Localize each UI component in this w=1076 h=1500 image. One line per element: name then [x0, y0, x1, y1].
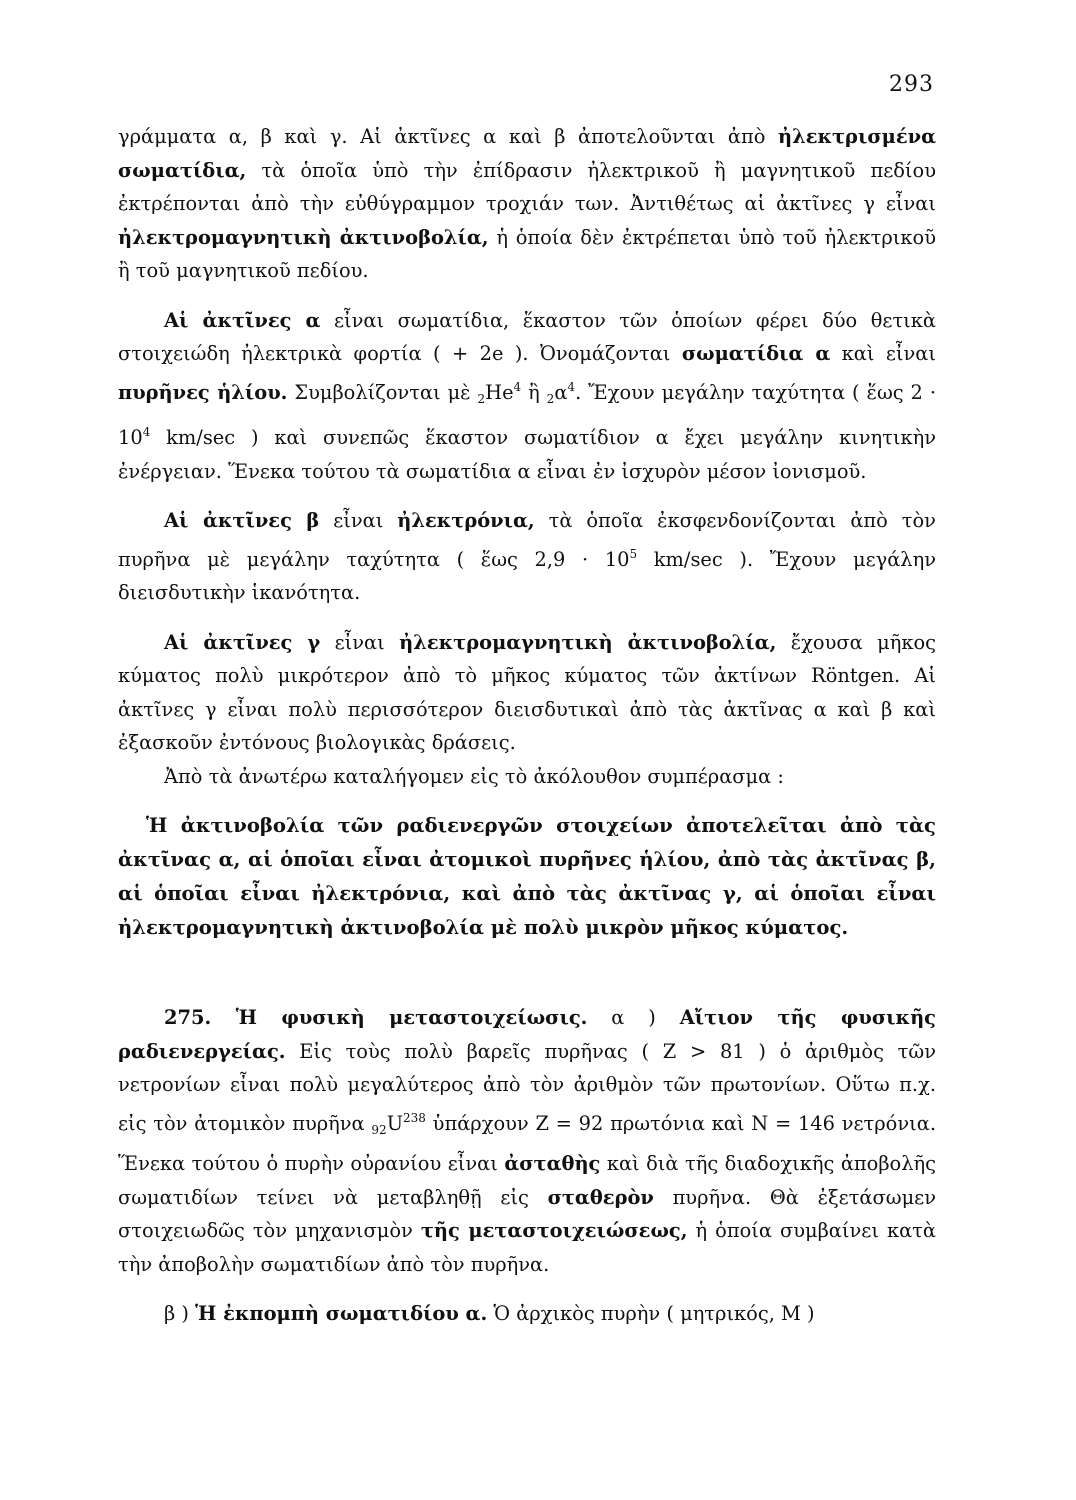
- text-run: ἔχουσα μῆκος κύματος πολὺ μικρότερον ἀπὸ τὸ μῆκος κύματος τῶν ἀκτίνων Röntgen. Αἱ ἀκτῖνες γ εἶναι πολὺ περισσότερον διεισδυτικαὶ ἀπὸ τὰς ἀκτῖνας α καὶ β καὶ ἐξασκοῦν ἐντόνους βιολογικὰς δράσεις.: [118, 630, 937, 754]
- text-run: km/sec ) καὶ συνεπῶς ἕκαστον σωματίδιον α ἔχει μεγάλην κινητικὴν ἐνέργειαν. Ἕνεκα τούτου τὰ σωματίδια α εἶναι ἐν ἰσχυρὸν μέσον ἰονισμοῦ.: [118, 426, 936, 483]
- bold-term: Αἱ ἀκτῖνες γ: [164, 630, 321, 654]
- bold-term: σταθερὸν: [547, 1185, 654, 1209]
- subscript: 2: [477, 391, 486, 406]
- text-run: ἢ: [521, 380, 547, 404]
- superscript: 4: [513, 379, 522, 394]
- paragraph-conclusion-lead: [118, 760, 936, 794]
- text-run: Ἡ ἀκτινοβολία τῶν ραδιενεργῶν στοιχείων ἀποτελεῖται ἀπὸ τὰς ἀκτῖνας α, αἱ ὁποῖαι εἶναι ἀτομικοὶ πυρῆνες ἡλίου, ἀπὸ τὰς ἀκτῖνας β, αἱ ὁποῖαι εἶναι ἠλεκτρόνια, καὶ ἀπὸ τὰς ἀκτῖνας γ, αἱ ὁποῖαι εἶναι ἠλεκτρομαγνητικὴ ἀκτινοβολία μὲ πολὺ μικρὸν μῆκος κύματος.: [118, 814, 936, 939]
- bold-term: ἠλεκτρόνια,: [397, 509, 535, 532]
- bold-term: Αἱ ἀκτῖνες β: [164, 509, 320, 532]
- paragraph-alpha-emission: [118, 1297, 936, 1331]
- bold-term: Αἱ ἀκτῖνες α: [164, 308, 321, 332]
- subscript: 2: [546, 391, 555, 406]
- section-275: [118, 1001, 936, 1281]
- text-run: α ): [587, 1006, 680, 1029]
- text-run: U: [386, 1111, 404, 1135]
- text-run: πυρῆνα. Θὰ ἐξετάσωμεν στοιχειωδῶς τὸν μηχανισμὸν: [118, 1185, 937, 1242]
- text-run: ἡ ὁποία συμβαίνει κατὰ τὴν ἀποβολὴν σωματιδίων ἀπὸ τὸν πυρῆνα.: [118, 1219, 936, 1276]
- text-run: εἶναι: [320, 630, 400, 654]
- text-run: ὑπάρχουν Z = 92 πρωτόνια καὶ N = 146 νετρόνια. Ἕνεκα τούτου ὁ πυρὴν οὐρανίου εἶναι: [118, 1111, 936, 1175]
- text-run: καὶ εἶναι: [830, 342, 937, 365]
- text-run: Συμβολίζονται μὲ: [287, 380, 478, 404]
- page-number: 293: [889, 72, 934, 97]
- text-run: εἶναι: [319, 509, 398, 532]
- paragraph-intro: [118, 120, 936, 288]
- text-run: α: [554, 380, 568, 404]
- text-run: Ἀπὸ τὰ ἀνωτέρω καταλήγομεν εἰς τὸ ἀκόλουθον συμπέρασμα :: [164, 764, 784, 788]
- bold-term: σωματίδια α: [681, 342, 831, 365]
- superscript: 238: [403, 1110, 426, 1125]
- section-heading: 275. Ἡ φυσικὴ μεταστοιχείωσις.: [164, 1006, 588, 1029]
- paragraph-gamma-rays: [118, 626, 936, 760]
- text-run: β ): [164, 1302, 196, 1325]
- body-text: [118, 120, 936, 1331]
- paragraph-conclusion: [118, 809, 936, 945]
- bold-term: τῆς μεταστοιχειώσεως,: [420, 1219, 688, 1242]
- bold-term: ἠλεκτρομαγνητικὴ ἀκτινοβολία,: [399, 630, 777, 654]
- superscript: 5: [629, 546, 638, 561]
- bold-term: ἠλεκτρομαγνητικὴ ἀκτινοβολία,: [118, 225, 489, 249]
- paragraph-beta-rays: [118, 504, 936, 610]
- text-run: km/sec ). Ἔχουν μεγάλην διεισδυτικὴν ἱκανότητα.: [118, 547, 936, 604]
- paragraph-alpha-rays: [118, 304, 936, 489]
- text-run: ἡ ὁποία δὲν ἐκτρέπεται ὑπὸ τοῦ ἠλεκτρικοῦ ἢ τοῦ μαγνητικοῦ πεδίου.: [118, 225, 936, 282]
- text-run: καὶ διὰ τῆς διαδοχικῆς ἀποβολῆς σωματιδίων τείνει νὰ μεταβληθῇ εἰς: [118, 1152, 936, 1209]
- subsection-heading: Ἡ ἐκπομπὴ σωματιδίου α.: [195, 1302, 488, 1325]
- bold-term: ἠλεκτρισμένα σωματίδια,: [118, 125, 936, 182]
- text-run: . Ἔχουν μεγάλην ταχύτητα ( ἕως 2 · 10: [118, 380, 936, 449]
- superscript: 4: [567, 379, 576, 394]
- text-run: γράμματα α, β καὶ γ. Αἱ ἀκτῖνες α καὶ β ἀποτελοῦνται ἀπὸ: [118, 125, 778, 148]
- text-run: Εἰς τοὺς πολὺ βαρεῖς πυρῆνας ( Z > 81 ) ὁ ἀριθμὸς τῶν νετρονίων εἶναι πολὺ μεγαλύτερος ἀπὸ τὸν ἀριθμὸν τῶν πρωτονίων. Οὕτω π.χ. εἰς τὸν ἀτομικὸν πυρῆνα: [118, 1039, 936, 1135]
- text-run: τὰ ὁποῖα ὑπὸ τὴν ἐπίδρασιν ἠλεκτρικοῦ ἢ μαγνητικοῦ πεδίου ἐκτρέπονται ἀπὸ τὴν εὐθύγραμμον τροχιάν των. Ἀντιθέτως αἱ ἀκτῖνες γ εἶναι: [118, 158, 936, 215]
- subsection-heading: Αἴτιον τῆς φυσικῆς ραδιενεργείας.: [118, 1006, 936, 1063]
- text-run: τὰ ὁποῖα ἐκσφενδονίζονται ἀπὸ τὸν πυρῆνα μὲ μεγάλην ταχύτητα ( ἕως 2,9 · 10: [118, 509, 936, 571]
- text-run: He: [485, 380, 514, 404]
- bold-term: ἀσταθὴς: [504, 1152, 601, 1175]
- superscript: 4: [142, 425, 151, 439]
- text-run: Ὁ ἀρχικὸς πυρὴν ( μητρικός, M ): [487, 1302, 815, 1325]
- bold-term: πυρῆνες ἡλίου.: [118, 380, 288, 404]
- text-run: εἶναι σωματίδια, ἕκαστον τῶν ὁποίων φέρει δύο θετικὰ στοιχειώδη ἠλεκτρικὰ φορτία ( + 2e ). Ὀνομάζονται: [118, 308, 936, 365]
- subscript: 92: [371, 1122, 387, 1137]
